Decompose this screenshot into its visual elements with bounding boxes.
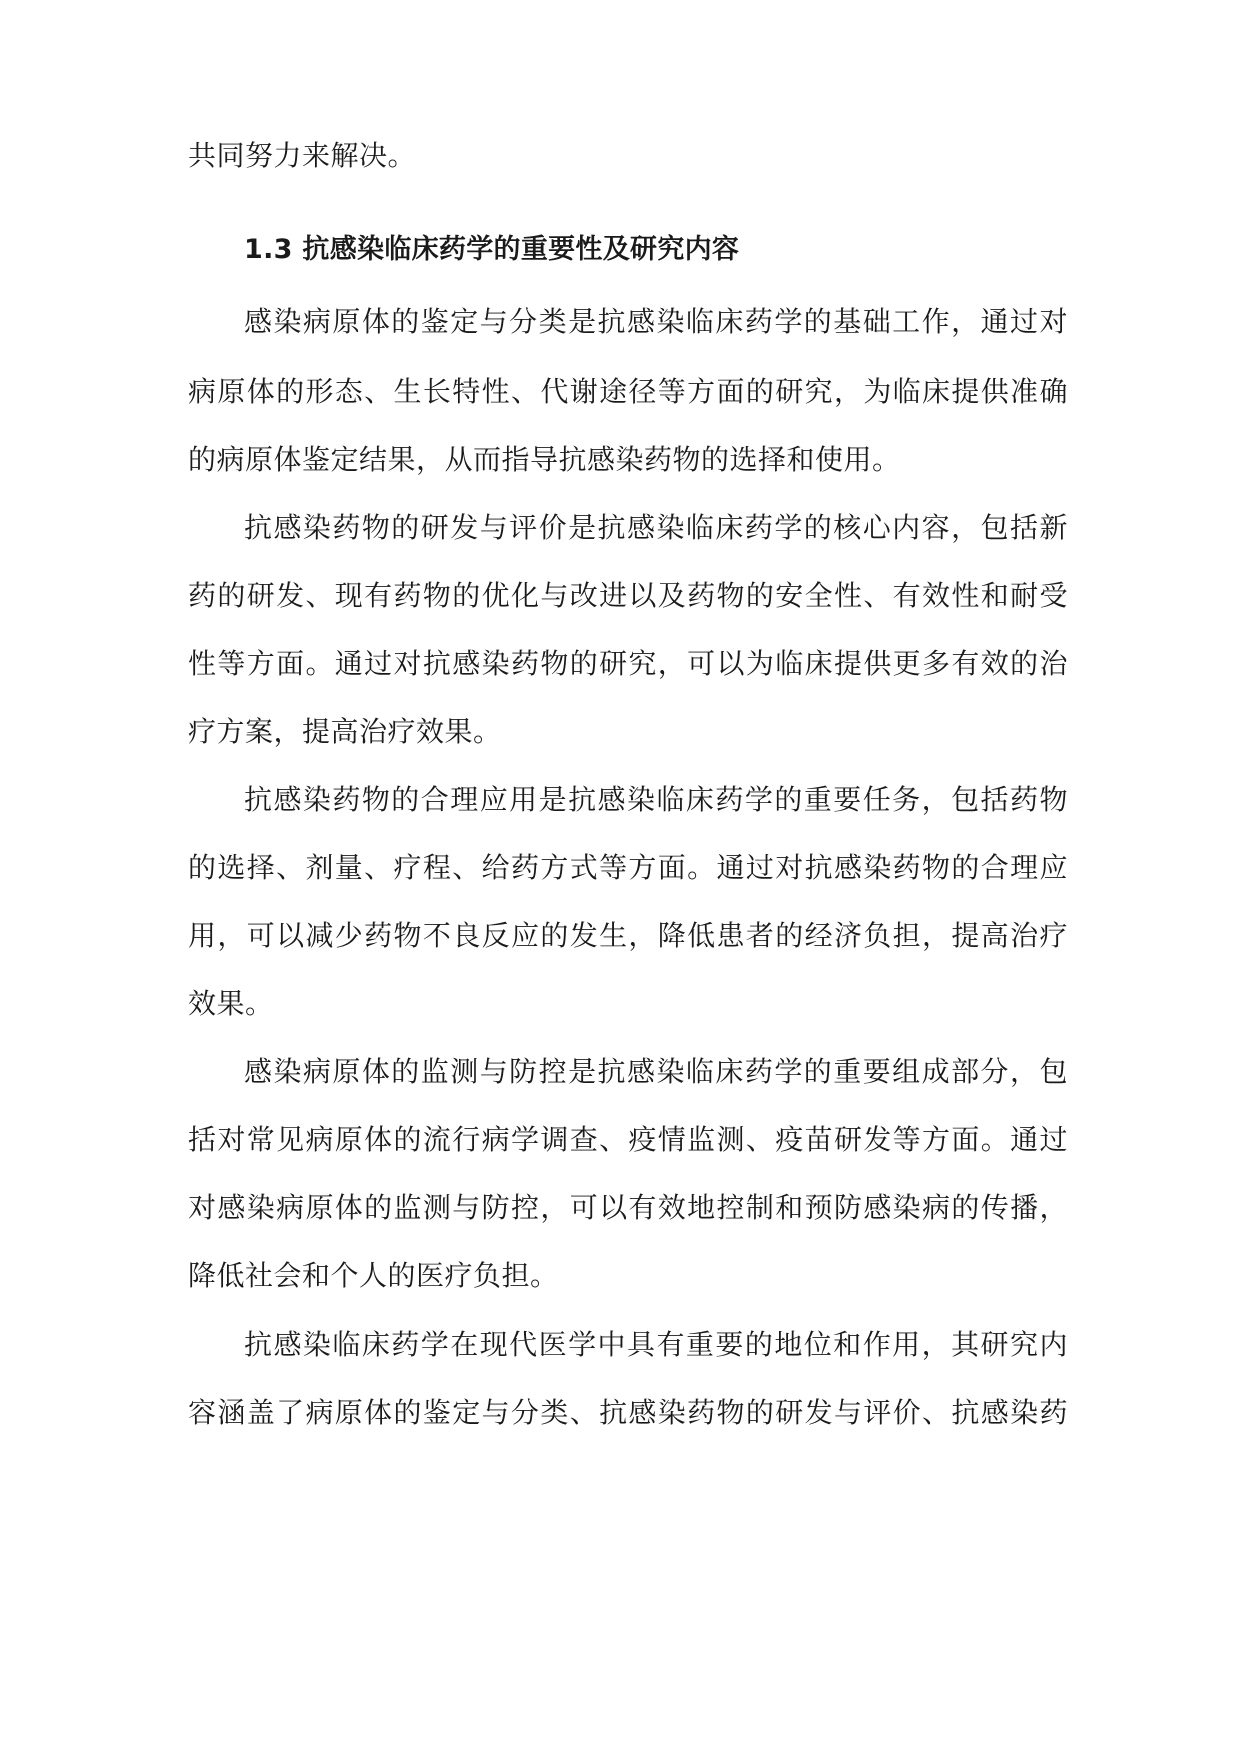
- paragraph-line: 效果。: [188, 987, 274, 1020]
- paragraph-line: 病原体的形态、生长特性、代谢途径等方面的研究，为临床提供准确: [188, 375, 1068, 408]
- paragraph-line: 疗方案，提高治疗效果。: [188, 715, 502, 748]
- paragraph-line: 感染病原体的鉴定与分类是抗感染临床药学的基础工作，通过对: [244, 305, 1068, 338]
- paragraph-line: 容涵盖了病原体的鉴定与分类、抗感染药物的研发与评价、抗感染药: [188, 1396, 1068, 1429]
- paragraph-line: 共同努力来解决。: [188, 139, 417, 172]
- paragraph-line: 用，可以减少药物不良反应的发生，降低患者的经济负担，提高治疗: [188, 919, 1068, 952]
- paragraph-line: 降低社会和个人的医疗负担。: [188, 1259, 559, 1292]
- paragraph-line: 感染病原体的监测与防控是抗感染临床药学的重要组成部分，包: [244, 1055, 1068, 1088]
- paragraph-line: 抗感染药物的合理应用是抗感染临床药学的重要任务，包括药物: [244, 783, 1068, 816]
- paragraph-line: 药的研发、现有药物的优化与改进以及药物的安全性、有效性和耐受: [188, 579, 1068, 612]
- section-heading: 1.3 抗感染临床药学的重要性及研究内容: [244, 234, 740, 265]
- paragraph-line: 抗感染药物的研发与评价是抗感染临床药学的核心内容，包括新: [244, 511, 1068, 544]
- paragraph-line: 性等方面。通过对抗感染药物的研究，可以为临床提供更多有效的治: [188, 647, 1068, 680]
- paragraph-line: 对感染病原体的监测与防控，可以有效地控制和预防感染病的传播，: [188, 1191, 1068, 1224]
- paragraph-line: 抗感染临床药学在现代医学中具有重要的地位和作用，其研究内: [244, 1328, 1068, 1361]
- paragraph-line: 的选择、剂量、疗程、给药方式等方面。通过对抗感染药物的合理应: [188, 851, 1068, 884]
- paragraph-line: 的病原体鉴定结果，从而指导抗感染药物的选择和使用。: [188, 443, 901, 476]
- paragraph-line: 括对常见病原体的流行病学调查、疫情监测、疫苗研发等方面。通过: [188, 1123, 1068, 1156]
